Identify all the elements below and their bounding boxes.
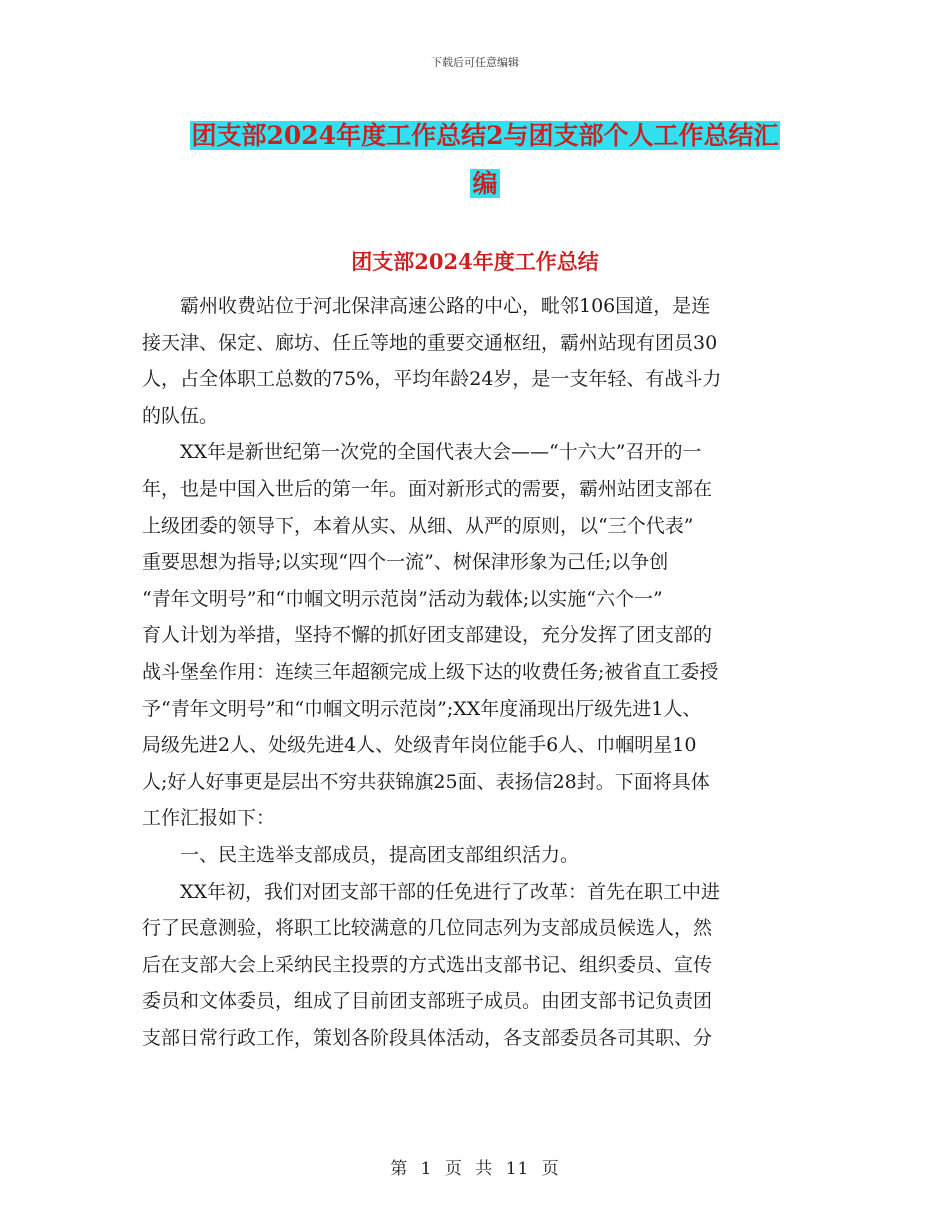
body-line: 接天津、保定、廊坊、任丘等地的重要交通枢纽，霸州站现有团员30 — [142, 331, 718, 354]
body-line: 霸州收费站位于河北保津高速公路的中心，毗邻106国道，是连 — [142, 295, 711, 317]
header-note: 下载后可任意编辑 — [431, 56, 519, 69]
body-line: 予“青年文明号”和“巾帼文明示范岗”;XX年度涌现出厅级先进1人、 — [142, 697, 702, 720]
document-title — [140, 112, 830, 208]
body-line: 重要思想为指导;以实现“四个一流”、树保津形象为己任;以争创 — [142, 551, 669, 574]
body-line: 一、民主选举支部成员，提高团支部组织活力。 — [142, 843, 580, 866]
body-line: 的队伍。 — [142, 404, 219, 427]
title-line-1: 团支部2024年度工作总结2与团支部个人工作总结汇 — [191, 121, 779, 150]
body-line: 战斗堡垒作用：连续三年超额完成上级下达的收费任务;被省直工委授 — [142, 660, 719, 683]
body-text — [142, 288, 804, 1056]
body-line: 人;好人好事更是层出不穷共获锦旗25面、表扬信28封。下面将具体 — [142, 770, 710, 793]
body-line: 人，占全体职工总数的75%，平均年龄24岁，是一支年轻、有战斗力 — [142, 368, 722, 391]
body-line: 育人计划为举措，坚持不懈的抓好团支部建设，充分发挥了团支部的 — [142, 624, 713, 647]
body-line: 支部日常行政工作，策划各阶段具体活动，各支部委员各司其职、分 — [142, 1026, 713, 1049]
body-line: 后在支部大会上采纳民主投票的方式选出支部书记、组织委员、宣传 — [142, 953, 713, 976]
page-footer: 第 1 页 共 11 页 — [390, 1159, 560, 1179]
body-line: 委员和文体委员，组成了目前团支部班子成员。由团支部书记负责团 — [142, 990, 713, 1013]
body-line: XX年初，我们对团支部干部的任免进行了改革：首先在职工中进 — [142, 880, 721, 903]
body-line: 工作汇报如下： — [142, 807, 276, 830]
body-line: 局级先进2人、处级先进4人、处级青年岗位能手6人、巾帼明星10 — [142, 734, 697, 757]
body-line: XX年是新世纪第一次党的全国代表大会——“十六大”召开的一 — [142, 441, 702, 464]
title-line-2: 编 — [472, 169, 498, 198]
body-line: “青年文明号”和“巾帼文明示范岗”活动为载体;以实施“六个一” — [142, 587, 663, 610]
body-line: 上级团委的领导下，本着从实、从细、从严的原则，以“三个代表” — [142, 514, 694, 537]
section-title: 团支部2024年度工作总结 — [351, 249, 599, 274]
body-line: 行了民意测验，将职工比较满意的几位同志列为支部成员候选人，然 — [142, 917, 713, 940]
body-line: 年，也是中国入世后的第一年。面对新形式的需要，霸州站团支部在 — [142, 477, 713, 500]
